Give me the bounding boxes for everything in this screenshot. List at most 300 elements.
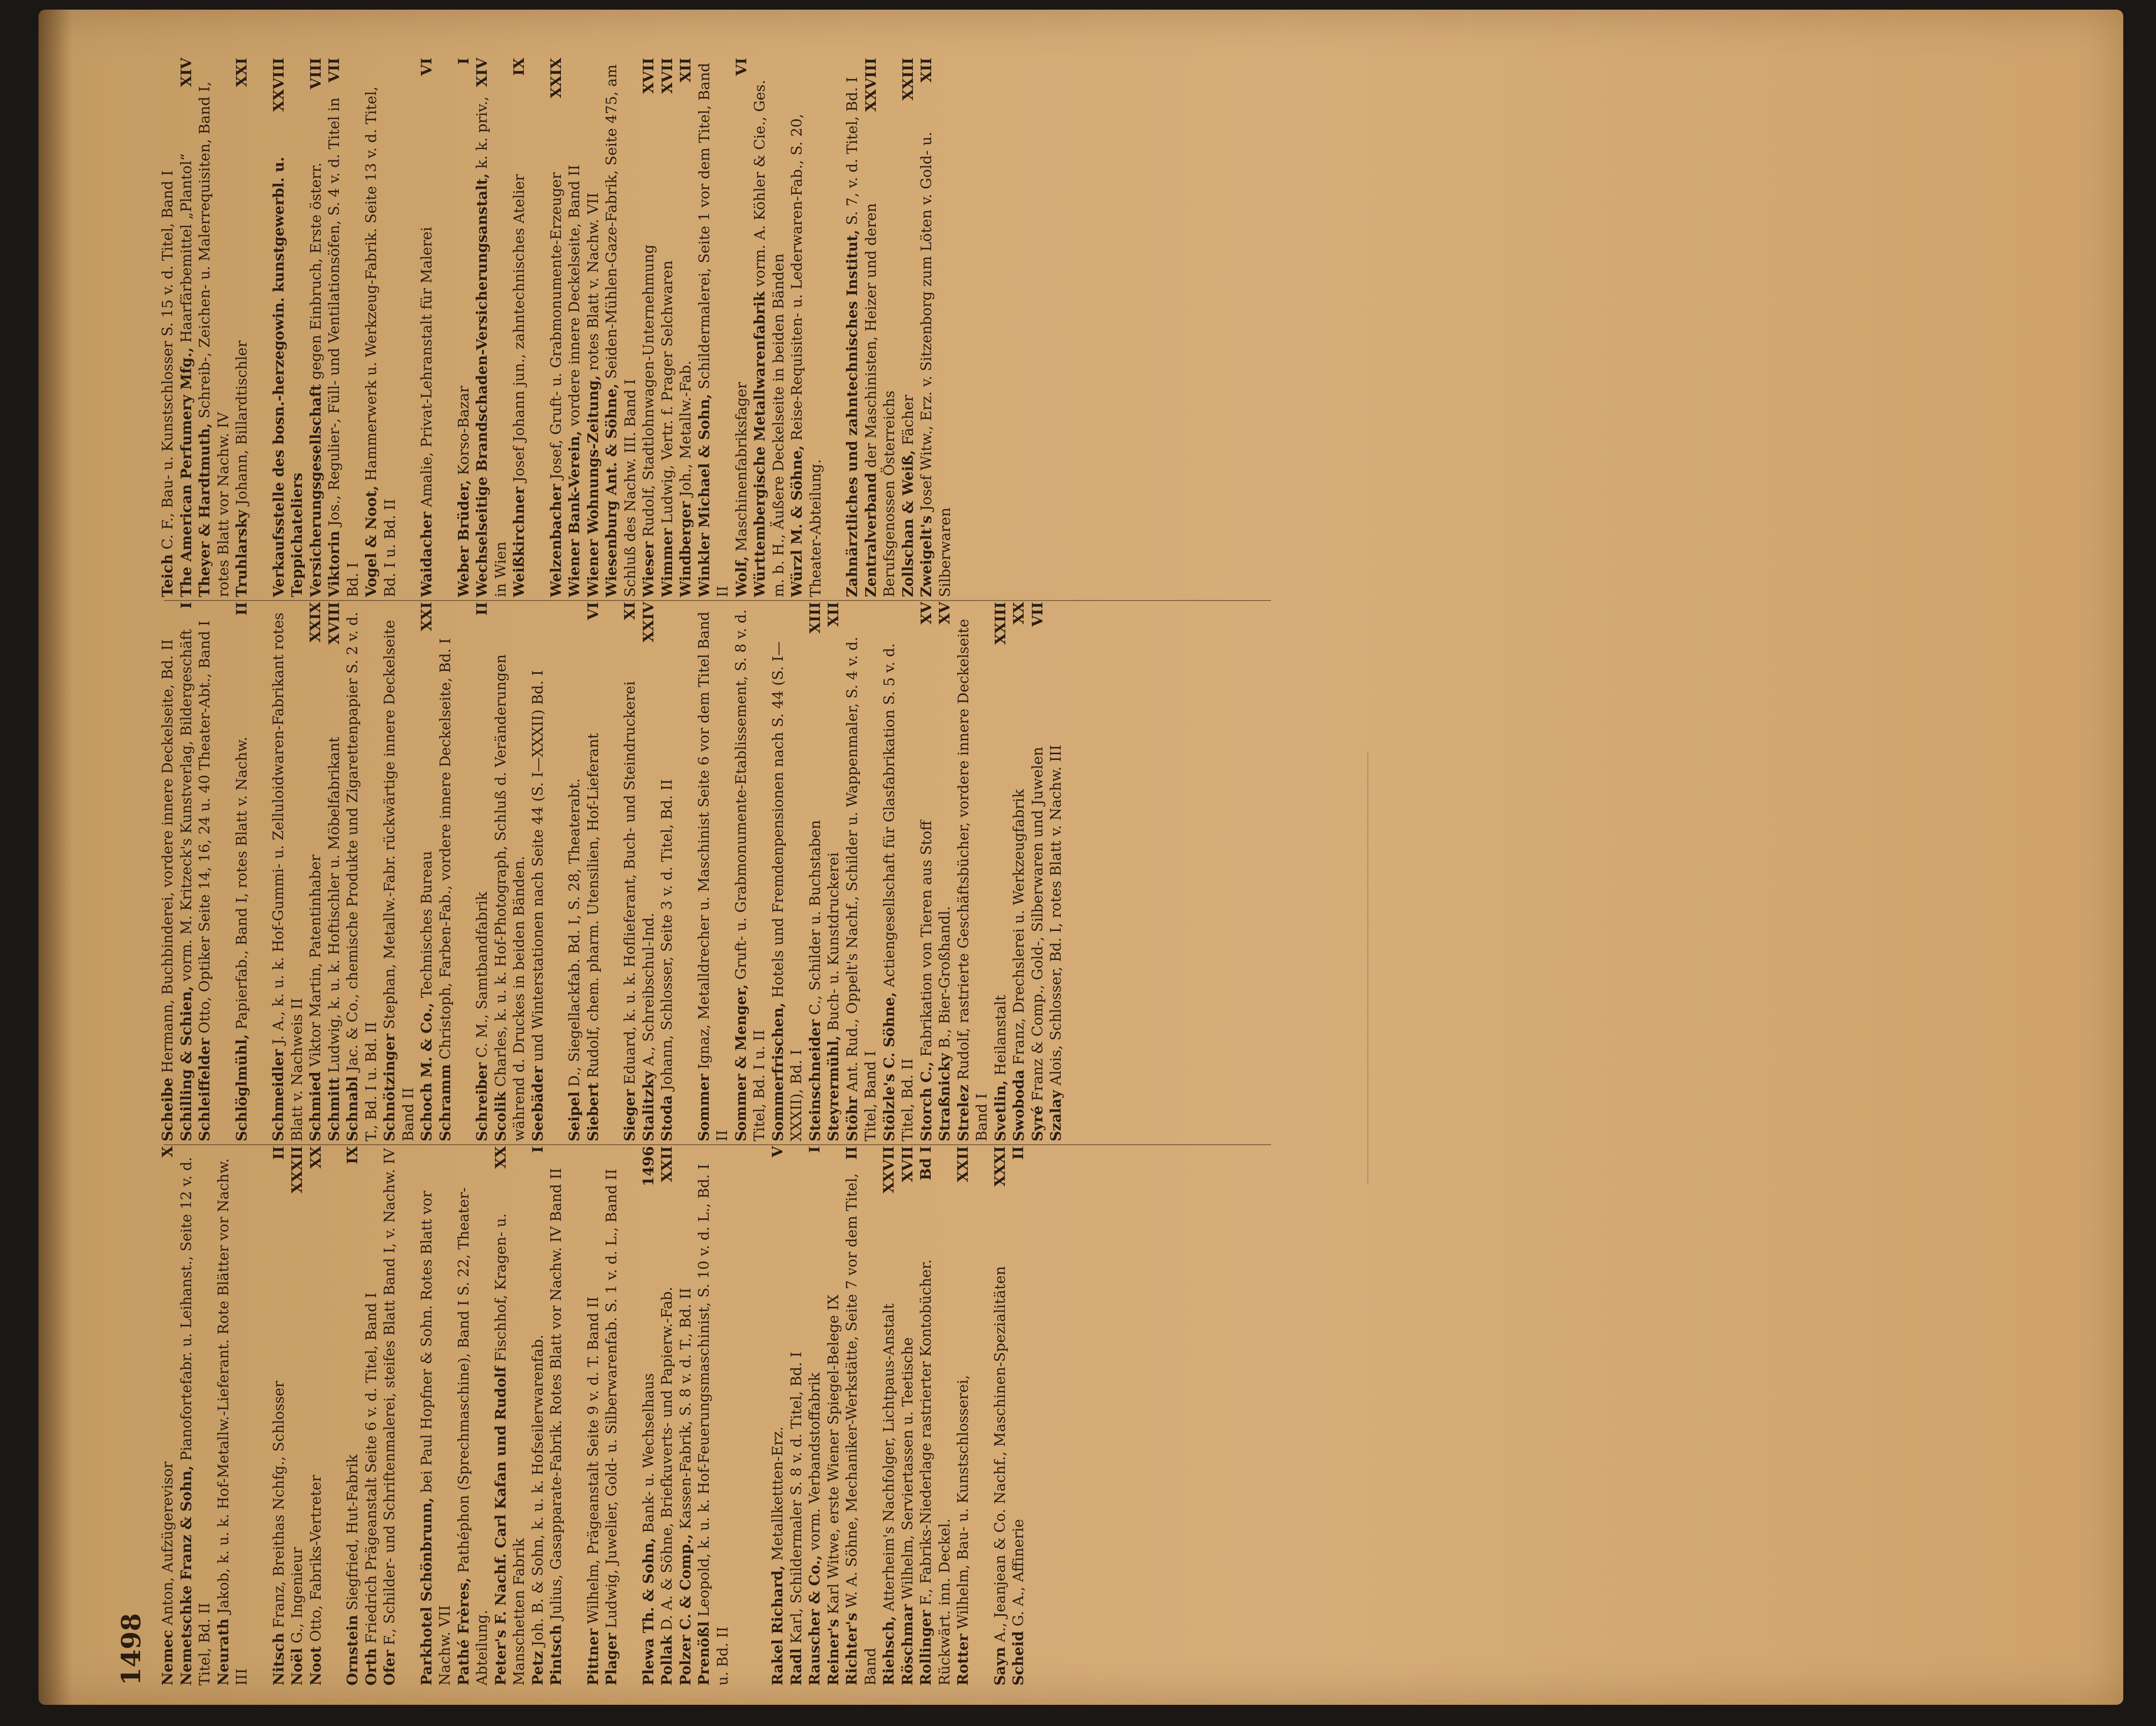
entry-name: Wiener Wohnungs-Zeitung,: [584, 375, 602, 597]
entry-name: Schmeidler: [270, 1049, 287, 1141]
entry-description: Heilanstalt: [992, 995, 1009, 1076]
directory-entry: [455, 58, 474, 597]
entry-reference: XXI: [234, 58, 250, 87]
entry-description: Eduard, k. u. k. Hoflieferant, Buch- und Steindruckerei: [622, 681, 638, 1085]
entry-name: Straßnicky: [936, 1053, 953, 1141]
entry-description: vorm. Verbandstoffabrik: [806, 1372, 823, 1551]
directory-entry: [473, 602, 492, 1141]
directory-entry: [917, 1146, 954, 1686]
directory-entry: [658, 602, 677, 1141]
entry-description: Josef Johann jun., zahntechnisches Atelier: [511, 174, 528, 483]
directory-entry: [844, 58, 862, 597]
entry-description: Korso-Bazar: [455, 386, 472, 475]
entry-name: Noot: [307, 1646, 325, 1686]
entry-description: Bank- u. Wechselhaus: [640, 1373, 657, 1533]
entry-name: Nitsch: [270, 1633, 287, 1686]
entry-description: Schreib-, Zeichen- u. Malerrequisiten, Band I, rotes Blatt vor Nachw. IV: [196, 81, 232, 597]
document-page: [39, 10, 2123, 1705]
entry-description: Hotels und Fremdenpensionen nach S. 44 (S. I—XXXII), Bd. I: [769, 641, 805, 1141]
entry-description: Franz, Drechslerei u. Werkzeugfabrik: [1011, 789, 1027, 1065]
entry-name: Reiner's: [825, 1619, 842, 1686]
entry-reference: XVII: [659, 58, 676, 94]
entry-name: Teich: [159, 554, 176, 597]
entry-description: G. A., Affinerie: [1010, 1519, 1027, 1627]
directory-entry: [215, 1146, 252, 1686]
directory-entry: [547, 1146, 566, 1686]
column-divider: [164, 1144, 1271, 1145]
entry-reference: XXII: [955, 1146, 972, 1182]
entry-description: Stephan, Metallw.-Fabr. rückwärtige innere Deckelseite Band II: [381, 620, 417, 1141]
entry-description: Alois, Schlosser, Bd. I, rotes Blatt v. Nachw. III: [1048, 745, 1065, 1086]
entry-name: Svetlin,: [992, 1080, 1009, 1141]
entry-description: G., Ingenieur: [289, 1547, 306, 1644]
entry-reference: I: [178, 602, 195, 609]
directory-entry: [936, 602, 955, 1141]
directory-entry: [659, 58, 677, 597]
directory-entry: [325, 602, 344, 1141]
directory-entry: [418, 1146, 455, 1686]
entry-description: Wilhelm, Bau- u. Kunstschlosserei,: [955, 1375, 972, 1629]
entry-description: B., Bier-Großhandl.: [936, 906, 953, 1049]
entry-description: vordere innere Deckelseite, Band II: [566, 165, 583, 427]
directory-entry: [381, 1146, 400, 1686]
entry-description: Hammerwerk u. Werkzeug-Fabrik. Seite 13 v. d. Titel, Bd. I u. Bd. II: [363, 86, 399, 597]
entry-name: Rollinger: [918, 1610, 935, 1686]
directory-entry: [695, 602, 732, 1141]
directory-entry: [529, 602, 548, 1141]
entry-reference: XXVIII: [862, 58, 880, 112]
entry-description: Seiden-Mühlen-Gaze-Fabrik, Seite 475, am Schluß des Nachw. III. Band I: [603, 64, 639, 597]
entry-name: Wieser: [640, 541, 657, 597]
directory-entry: [363, 1146, 381, 1686]
entry-name: Seebäder: [529, 1066, 546, 1141]
entry-description: Rudolf, rastrierte Geschäftsbücher, vordere innere Deckelseite Band I: [955, 619, 990, 1141]
entry-reference: X: [159, 1146, 176, 1158]
entry-name: Sommer & Menger,: [732, 984, 750, 1141]
entry-name: Röschmar: [899, 1604, 916, 1686]
entry-name: Zweigelt's: [918, 515, 935, 597]
directory-entry: [584, 58, 603, 597]
entry-description: J. A., k. u. k. Hof-Gummi- u. Zelluloidwaren-Fabrikant rotes Blatt v. Nachweis II: [270, 612, 306, 1141]
entry-description: Metallkettten-Erz.: [769, 1426, 786, 1561]
entry-reference: II: [474, 602, 491, 616]
column-1: [159, 1146, 1286, 1686]
entry-description: Franz & Comp., Gold-, Silberwaren und Juwelen: [1029, 746, 1046, 1101]
entry-gap: [677, 602, 695, 1141]
entry-gap: [622, 1146, 640, 1686]
entry-description: Johann, Billardtischler: [234, 340, 250, 506]
entry-gap: [566, 1146, 584, 1686]
entry-description: C. F., Bau- u. Kunstschlosser S. 15 v. d. Titel, Band I: [159, 170, 176, 549]
entry-description: Hermann, Buchbinderei, vordere innere Deckelseite, Bd. II: [159, 639, 176, 1073]
entry-reference: IX: [511, 58, 528, 76]
entry-reference: XXVIII: [270, 58, 287, 112]
entry-description: und Winterstationen nach Seite 44 (S. I—XXXII) Bd. I: [529, 670, 546, 1062]
entry-name: Scheibe: [159, 1077, 176, 1141]
entry-gap: [437, 58, 455, 597]
directory-entry: [270, 602, 307, 1141]
entry-reference: XXIII: [992, 602, 1009, 645]
entry-description: Haarfärbemittel „Plantol“: [178, 153, 195, 343]
fold-line: [1367, 751, 1368, 1185]
entry-description: Technisches Bureau: [418, 850, 435, 998]
entry-description: Joh., Metallw.-Fab.: [677, 360, 694, 497]
entry-reference: XII: [825, 602, 842, 627]
directory-entry: [492, 602, 529, 1141]
entry-name: Siebert: [584, 1083, 602, 1141]
entry-reference: VI: [584, 602, 602, 620]
entry-name: Noël: [289, 1648, 306, 1686]
entry-name: Truhlarsky: [234, 510, 250, 597]
entry-description: Kassen-Fabrik, S. 8 v. d. T., Bd. II: [677, 1288, 694, 1530]
entry-reference: VI: [733, 58, 750, 76]
directory-entry: [880, 1146, 899, 1686]
entry-name: Wiesenburg Ant. & Söhne,: [603, 383, 620, 597]
directory-entry: [769, 602, 806, 1141]
entry-name: Riehsch,: [881, 1616, 897, 1686]
column-divider: [164, 600, 1271, 601]
entry-name: Prenößl: [696, 1621, 713, 1686]
entry-reference: XV: [936, 602, 953, 625]
entry-reference: XIV: [178, 58, 195, 87]
entry-reference: XXIX: [307, 602, 324, 642]
directory-entry: [1047, 602, 1066, 1141]
entry-reference: XX: [492, 1146, 509, 1169]
directory-entry: [196, 58, 233, 597]
entry-description: Otto, Optiker Seite 14, 16, 24 u. 40 Theater-Abt., Band I: [196, 620, 213, 1033]
entry-description: Josef, Gruft- u. Grabmonumente-Erzeuger: [547, 172, 565, 480]
entry-name: Schmied: [307, 1072, 324, 1141]
entry-name: Steyrermühl,: [825, 1035, 842, 1141]
entry-gap: [825, 58, 844, 597]
entry-description: Ant. Rud., Oppelt's Nachf., Schilder u. Wappenmaler, S. 4 v. d. Titel, Band I: [844, 637, 879, 1141]
entry-name: Ornstein: [344, 1615, 361, 1686]
entry-name: Rakel Richard,: [769, 1565, 786, 1686]
directory-entry: [733, 58, 752, 597]
directory-entry: [547, 58, 566, 597]
entry-reference: XIII: [806, 602, 824, 634]
entry-reference: I: [529, 1146, 546, 1153]
entry-description: Christoph, Farben-Fab., vordere innere Deckelseite, Bd. I: [437, 638, 454, 1059]
directory-entry: [640, 602, 659, 1141]
directory-entry: [825, 602, 844, 1141]
entry-name: Wiener Bank-Verein,: [566, 431, 583, 597]
directory-entry: [751, 58, 788, 597]
entry-reference: II: [270, 1146, 287, 1160]
entry-description: Atterheim's Nachfolger, Lichtpaus-Anstalt: [881, 1303, 897, 1611]
entry-name: Zollschan & Weiß,: [899, 450, 917, 597]
entry-name: The American Perfumery Mfg.,: [178, 347, 195, 597]
entry-name: Windberger: [677, 501, 694, 597]
entry-description: Pianofortefabr. u. Leihanst., Seite 12 v. d. Titel, Bd. II: [178, 1157, 213, 1686]
entry-name: Neurath: [215, 1618, 232, 1686]
directory-entry: [918, 58, 955, 597]
directory-entry: [584, 602, 603, 1141]
entry-description: Maschinenfabriksfager: [733, 382, 750, 552]
entry-description: D., Siegellackfab. Bd. I, S. 28, Theaterabt.: [566, 778, 583, 1087]
entry-description: Fächer: [899, 394, 917, 445]
entry-reference: VI: [418, 58, 435, 76]
directory-entry: [769, 1146, 788, 1686]
directory-entry: [899, 1146, 918, 1686]
entry-reference: II: [233, 602, 250, 616]
entry-description: Franz, Breithas Nchfg., Schlosser: [270, 1381, 287, 1628]
directory-entry: [677, 58, 696, 597]
entry-reference: XX: [1011, 602, 1027, 625]
entry-name: Sayn: [991, 1647, 1009, 1686]
entry-name: Württembergische Metallwarenfabrik: [752, 291, 768, 597]
directory-entry: [381, 602, 418, 1141]
entry-gap: [732, 1146, 751, 1686]
entry-name: Plewa Th. & Sohn,: [640, 1537, 657, 1686]
directory-entry: [658, 1146, 677, 1686]
directory-entry: [492, 1146, 529, 1686]
entry-name: Stölzle's C. Söhne,: [881, 992, 898, 1141]
entry-reference: I: [455, 58, 472, 65]
entry-reference: Bd I: [918, 1146, 935, 1180]
directory-entry: [159, 1146, 178, 1686]
entry-description: gegen Einbruch, Erste österr.: [307, 162, 325, 380]
directory-entry: [363, 58, 400, 597]
entry-description: Wilhelm, Serviertassen u. Teetische: [899, 1337, 916, 1600]
entry-description: Leopold, k. u. k. Hof-Feuerungsmaschinist, S. 10 v. d. L., Bd. I u. Bd. II: [696, 1164, 731, 1686]
directory-entry: [788, 58, 825, 597]
entry-gap: [400, 1146, 418, 1686]
entry-reference: XXII: [659, 1146, 675, 1182]
entry-name: Zentralverband: [862, 472, 880, 597]
directory-entry: [825, 1146, 844, 1686]
entry-name: Strelez: [955, 1085, 972, 1141]
rotated-text-block: [111, 58, 1290, 1686]
entry-description: Reise-Requisiten- u. Lederwaren-Fab., S. 20, Theater-Abteilung.: [789, 114, 824, 597]
entry-reference: VII: [1029, 602, 1046, 627]
entry-name: Pollak: [659, 1635, 675, 1686]
directory-entry: [732, 602, 769, 1141]
entry-name: Stöhr: [844, 1096, 861, 1141]
entry-gap: [529, 58, 547, 597]
entry-name: Peter's F. Nachf. Carl Kafan und Rudolf: [492, 1366, 509, 1686]
entry-description: Jos., Regulier-, Füll- und Ventilationsöfen, S. 4 v. d. Titel in Bd. I: [326, 97, 362, 597]
directory-entry: [806, 602, 825, 1141]
entry-name: Schoch M. & Co.,: [418, 1002, 435, 1141]
entry-description: Pathéphon (Sprechmaschine), Band I S. 22, Theater-Abteilung.: [455, 1187, 491, 1686]
entry-gap: [400, 58, 418, 597]
directory-entry: [899, 58, 918, 597]
entry-name: Petz: [529, 1651, 546, 1686]
directory-entry: [621, 602, 640, 1141]
entry-description: Jakob, k. u. k. Hof-Metallw.-Lieferant. Rote Blätter vor Nachw. III: [215, 1158, 250, 1686]
directory-entry: [307, 602, 325, 1141]
entry-name: Seipel: [566, 1091, 583, 1141]
entry-name: Orth: [363, 1648, 380, 1686]
entry-reference: XVII: [640, 58, 657, 94]
directory-entry: [603, 1146, 622, 1686]
entry-gap: [603, 602, 621, 1141]
directory-entry: [918, 602, 936, 1141]
entry-name: Welzenbacher: [547, 484, 565, 597]
directory-entry: [603, 58, 640, 597]
entry-reference: XVII: [899, 1146, 916, 1182]
entry-description: k. k. priv., in Wien: [474, 96, 509, 597]
entry-name: Steinschneider: [806, 1020, 824, 1141]
entry-description: C., Schilder u. Buchstaben: [806, 820, 824, 1015]
directory-entry: [640, 1146, 659, 1686]
directory-entry: [418, 58, 437, 597]
entry-description: Anton, Aufzügerevisor: [159, 1461, 176, 1625]
entry-description: Ludwig, Juwelier, Gold- u. Silberwarenfab. S. 1 v. d. L., Band II: [603, 1169, 620, 1629]
entry-name: Radl: [788, 1648, 805, 1686]
entry-description: rotes Blatt v. Nachw. VII: [584, 192, 602, 371]
entry-name: Weißkirchner: [511, 486, 528, 597]
entry-description: Rudolf, chem. pharm. Utensilien, Hof-Lieferant: [584, 733, 602, 1078]
entry-reference: XXIX: [547, 58, 565, 98]
entry-name: Syré: [1029, 1106, 1046, 1141]
entry-reference: XXVII: [881, 1146, 897, 1193]
directory-entry: [233, 602, 252, 1141]
directory-entry: [677, 1146, 696, 1686]
entry-description: C. M., Samtbandfabrik: [474, 891, 491, 1058]
directory-entry: [695, 1146, 732, 1686]
entry-name: Schlöglmühl,: [233, 1034, 250, 1141]
entry-reference: XXIV: [640, 602, 657, 642]
entry-description: Otto, Fabriks-Vertreter: [307, 1475, 325, 1642]
entry-reference: V: [769, 1146, 786, 1158]
directory-entry: [178, 602, 196, 1141]
entry-gap: [325, 1146, 344, 1686]
directory-entry: [159, 58, 178, 597]
entry-description: Jac. & Co., chemische Produkte und Zigarettenpapier S. 2 v. d. T., Bd. I u. Bd. II: [344, 612, 380, 1141]
spine-shadow: [39, 10, 72, 1705]
entry-gap: [252, 1146, 270, 1686]
entry-description: Johann, Schlosser, Seite 3 v. d. Titel, Bd. II: [659, 779, 675, 1091]
entry-description: Siegfried, Hut-Fabrik: [344, 1454, 361, 1610]
entry-description: Amalie, Privat-Lehranstalt für Malerei: [418, 226, 435, 508]
entry-description: D. A. & Söhne, Briefkuverts- und Papierw.-Fab.: [659, 1286, 675, 1631]
entry-description: Wilhelm, Prägeanstalt Seite 9 v. d. T. Band II: [584, 1296, 602, 1624]
entry-reference: VII: [326, 58, 343, 83]
entry-name: Waidacher: [418, 511, 435, 597]
entry-reference: XIV: [474, 58, 491, 87]
entry-name: Parkhotel Schönbrunn,: [418, 1497, 435, 1686]
entry-name: Versicherungsgesellschaft: [307, 384, 325, 597]
directory-entry: [566, 58, 584, 597]
entry-name: Wolf,: [733, 556, 750, 597]
entry-description: Ludwig, Vertr. f. Prager Selchwaren: [659, 260, 676, 524]
entry-name: Ofer: [381, 1650, 398, 1686]
directory-entry: [862, 58, 899, 597]
entry-name: Stoda: [659, 1095, 675, 1141]
entry-description: Papierfab., Band I, rotes Blatt v. Nachw.: [233, 736, 250, 1030]
entry-description: S. 7, v. d. Titel, Bd. I: [844, 77, 861, 225]
directory-entry: [991, 1146, 1010, 1686]
directory-entry: [344, 1146, 363, 1686]
directory-entry: [529, 1146, 548, 1686]
entry-name: Schnabl: [344, 1076, 361, 1141]
entry-gap: [547, 602, 566, 1141]
entry-name: Rotter: [955, 1634, 972, 1686]
entry-description: A., Jeanjean & Co. Nachf., Maschinen-Spezialitäten: [991, 1266, 1009, 1643]
entry-reference: XX: [307, 1146, 325, 1169]
directory-entry: [844, 602, 881, 1141]
entry-description: Ignaz, Metalldrecher u. Maschinist Seite 6 vor dem Titel Band II: [695, 611, 731, 1141]
entry-reference: II: [844, 1146, 860, 1160]
entry-description: Gruft- u. Grabmonumente-Etablissement, S. 8 v. d. Titel, Bd. I u. II: [732, 609, 768, 1141]
directory-entry: [159, 602, 178, 1141]
entry-reference: IX: [344, 1146, 361, 1164]
entry-gap: [455, 602, 473, 1141]
directory-entry: [881, 602, 918, 1141]
entry-name: Zahnärztliches und zahntechnisches Institut,: [844, 229, 861, 597]
entry-reference: VIII: [307, 58, 325, 90]
directory-entry: [640, 58, 659, 597]
entry-description: Friedrich Prägeanstalt Seite 6 v. d. Titel, Band I: [363, 1292, 380, 1644]
entry-reference: XXIII: [899, 58, 917, 101]
entry-description: F., Fabriks-Niederlage rastrierter Kontobücher. Rückwärt. inn. Deckel.: [918, 1259, 953, 1686]
entry-name: Polzer C. & Comp.,: [677, 1534, 694, 1686]
directory-entry: [473, 58, 510, 597]
directory-entry: [955, 602, 992, 1141]
entry-reference: 1496: [640, 1146, 657, 1187]
page-number: 1498: [116, 1613, 146, 1686]
entry-name: Scheid: [1010, 1631, 1027, 1686]
entry-name: Wechselseitige Brandschaden-Versicherungsanstalt,: [474, 173, 491, 597]
directory-entry: [1029, 602, 1048, 1141]
directory-entry: [584, 1146, 603, 1686]
entry-name: Winkler Michael & Sohn,: [696, 393, 713, 597]
directory-entry: [178, 58, 196, 597]
entry-description: A., Schreibschul-Ind.: [640, 913, 657, 1066]
entry-gap: [215, 602, 233, 1141]
entry-reference: II: [1010, 1146, 1027, 1160]
directory-entry: [307, 58, 326, 597]
entry-name: Scolik: [492, 1091, 509, 1141]
entry-name: Wimmer: [659, 528, 676, 597]
directory-entry: [270, 58, 307, 597]
entry-name: Schleiffelder: [196, 1038, 213, 1141]
entry-description: Buch- u. Kunstdruckerei: [825, 852, 842, 1031]
directory-entry: [788, 1146, 806, 1686]
entry-name: Viktorin: [326, 531, 343, 597]
entry-name: Richter's: [844, 1612, 860, 1686]
entry-reference: XII: [918, 58, 935, 83]
entry-name: Sieger: [622, 1089, 638, 1141]
entry-description: Josef Witw., Erz. v. Sitzenborg zum Löten v. Gold- u. Silberwaren: [918, 131, 954, 597]
entry-name: Vogel & Noot,: [363, 485, 380, 597]
entry-gap: [252, 58, 270, 597]
entry-reference: XV: [918, 602, 935, 625]
entry-name: Schmitt: [325, 1077, 343, 1141]
entry-description: der Maschinisten, Heizer und deren Berufsgenossen Österreichs: [862, 203, 898, 597]
column-2: [159, 602, 1286, 1141]
directory-entry: [418, 602, 437, 1141]
entry-name: Würzl M. & Söhne,: [789, 445, 805, 597]
directory-entry: [270, 1146, 289, 1686]
entry-reference: XII: [677, 58, 694, 83]
directory-entry: [992, 602, 1011, 1141]
entry-name: Verkaufsstelle des bosn.-herzegowin. kunstgewerbl. u. Teppichateliers: [270, 157, 306, 597]
entry-description: Fabrikation von Tieren aus Stoff: [918, 820, 935, 1057]
entry-description: Schildermalerei, Seite 1 vor dem Titel, Band II: [696, 63, 731, 597]
entry-description: Julius, Gasapparate-Fabrik. Rotes Blatt vor Nachw. IV Band II: [548, 1168, 565, 1620]
entry-name: Schreiber: [474, 1062, 491, 1141]
entry-name: Theyer & Hardtmuth,: [196, 423, 213, 597]
directory-entry: [307, 1146, 326, 1686]
entry-reference: XXI: [418, 602, 435, 631]
directory-entry: [1010, 1146, 1028, 1686]
entry-name: Stalitzky: [640, 1071, 657, 1141]
entry-name: Schilling & Schien,: [178, 986, 195, 1141]
entry-name: Swoboda: [1011, 1070, 1027, 1141]
